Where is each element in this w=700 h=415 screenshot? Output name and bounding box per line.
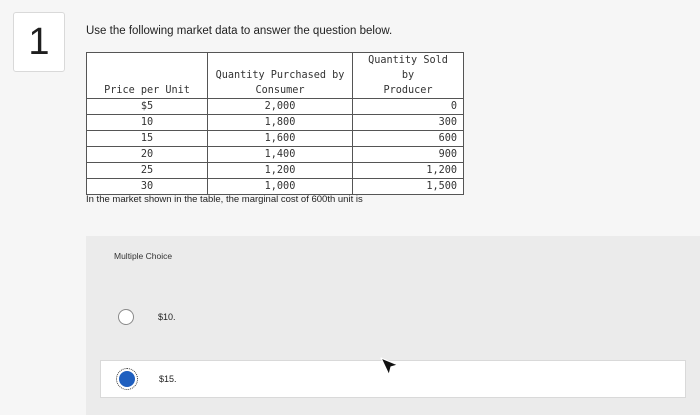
quantity-purchased-cell: 1,800 <box>208 115 353 131</box>
quantity-sold-cell: 600 <box>353 131 464 147</box>
question-text: In the market shown in the table, the marginal cost of 600th unit is <box>86 194 363 205</box>
header-consumer: Consumer <box>208 83 353 99</box>
quantity-sold-cell: 1,500 <box>353 179 464 195</box>
radio-button-unselected[interactable] <box>118 309 134 325</box>
table-header-row-1 <box>87 53 464 84</box>
radio-button-selected[interactable] <box>119 371 135 387</box>
price-cell: $5 <box>87 99 208 115</box>
quantity-purchased-cell: 2,000 <box>208 99 353 115</box>
header-price: Price per Unit <box>87 53 208 99</box>
market-data-table <box>86 52 464 195</box>
quantity-purchased-cell: 1,400 <box>208 147 353 163</box>
quantity-sold-cell: 0 <box>353 99 464 115</box>
quantity-sold-cell: 300 <box>353 115 464 131</box>
table-row <box>87 163 464 179</box>
price-cell: 20 <box>87 147 208 163</box>
table-row <box>87 179 464 195</box>
question-prompt: Use the following market data to answer the question below. <box>86 25 393 37</box>
quantity-purchased-cell: 1,000 <box>208 179 353 195</box>
price-cell: 25 <box>87 163 208 179</box>
price-cell: 15 <box>87 131 208 147</box>
quantity-sold-cell: 900 <box>353 147 464 163</box>
choice-option-a[interactable] <box>100 298 686 336</box>
table-row <box>87 147 464 163</box>
price-cell: 10 <box>87 115 208 131</box>
multiple-choice-label: Multiple Choice <box>114 251 173 261</box>
multiple-choice-card <box>86 236 700 415</box>
quantity-purchased-cell: 1,200 <box>208 163 353 179</box>
table-row <box>87 115 464 131</box>
mouse-pointer-icon <box>378 354 402 380</box>
choice-option-text: $15. <box>159 374 177 384</box>
table-row <box>87 99 464 115</box>
quantity-sold-cell: 1,200 <box>353 163 464 179</box>
choice-option-text: $10. <box>158 312 176 322</box>
header-quantity-sold: Quantity Sold by <box>353 53 464 84</box>
header-quantity-purchased: Quantity Purchased by <box>208 53 353 84</box>
header-producer: Producer <box>353 83 464 99</box>
question-number: 1 <box>13 12 65 72</box>
quantity-purchased-cell: 1,600 <box>208 131 353 147</box>
price-cell: 30 <box>87 179 208 195</box>
table-row <box>87 131 464 147</box>
